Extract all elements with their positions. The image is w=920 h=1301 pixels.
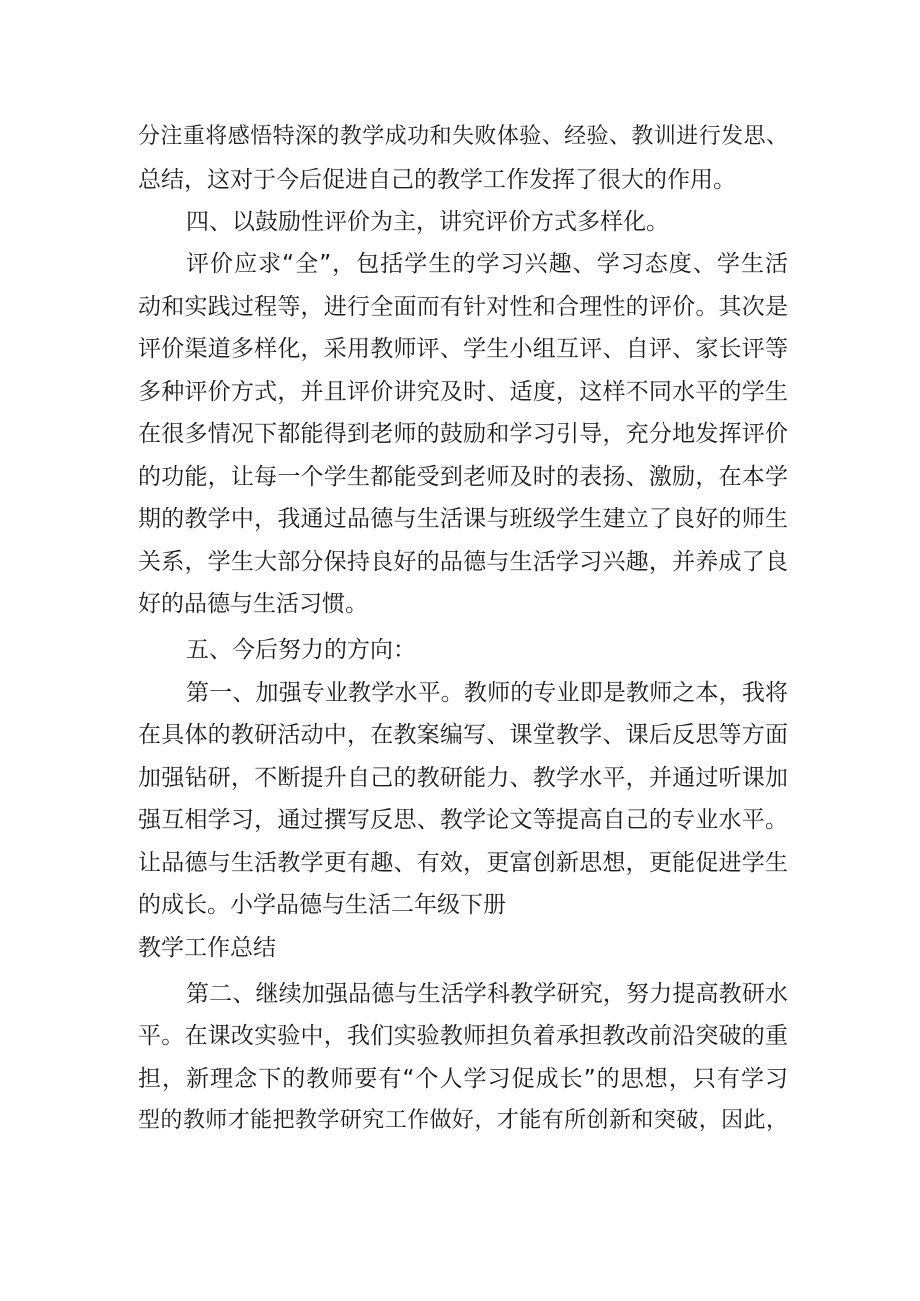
body-text-line: 平。在课改实验中，我们实验教师担负着承担教改前沿突破的重 bbox=[138, 1023, 788, 1049]
body-text-line: 评价应求“全”，包括学生的学习兴趣、学习态度、学生活 bbox=[186, 251, 788, 277]
section-heading: 四、以鼓励性评价为主，讲究评价方式多样化。 bbox=[186, 209, 669, 235]
body-text-line: 总结，这对于今后促进自己的教学工作发挥了很大的作用。 bbox=[138, 167, 736, 193]
body-text-line: 型的教师才能把教学研究工作做好，才能有所创新和突破，因此， bbox=[138, 1108, 788, 1133]
body-text-line: 评价渠道多样化，采用教师评、学生小组互评、自评、家长评等 bbox=[138, 336, 788, 362]
body-text-line: 好的品德与生活习惯。 bbox=[138, 591, 368, 617]
body-text-line: 动和实践过程等，进行全面而有针对性和合理性的评价。其次是 bbox=[138, 294, 788, 320]
body-text-line: 期的教学中，我通过品德与生活课与班级学生建立了良好的师生 bbox=[138, 506, 788, 532]
body-text-line: 担，新理念下的教师要有“个人学习促成长”的思想，只有学习 bbox=[138, 1066, 788, 1092]
body-text-line: 加强钻研，不断提升自己的教研能力、教学水平，并通过听课加 bbox=[138, 765, 788, 791]
body-text-line: 教学工作总结 bbox=[138, 935, 276, 961]
body-text-line: 第二、继续加强品德与生活学科教学研究，努力提高教研水 bbox=[186, 981, 788, 1007]
body-text-line: 强互相学习，通过撰写反思、教学论文等提高自己的专业水平。 bbox=[138, 807, 788, 833]
body-text-line: 让品德与生活教学更有趣、有效，更富创新思想，更能促进学生 bbox=[138, 850, 788, 876]
body-text-line: 的功能，让每一个学生都能受到老师及时的表扬、激励，在本学 bbox=[138, 464, 788, 490]
body-text-line: 关系，学生大部分保持良好的品德与生活学习兴趣，并养成了良 bbox=[138, 549, 788, 575]
body-text-line: 在具体的教研活动中，在教案编写、课堂教学、课后反思等方面 bbox=[138, 722, 788, 748]
body-text-line: 多种评价方式，并且评价讲究及时、适度，这样不同水平的学生 bbox=[138, 379, 788, 405]
body-text-line: 在很多情况下都能得到老师的鼓励和学习引导，充分地发挥评价 bbox=[138, 421, 788, 447]
body-text-line: 第一、加强专业教学水平。教师的专业即是教师之本，我将 bbox=[186, 680, 788, 706]
body-text-line: 分注重将感悟特深的教学成功和失败体验、经验、教训进行发思、 bbox=[138, 124, 788, 149]
section-heading: 五、今后努力的方向： bbox=[186, 637, 416, 663]
body-text-line: 的成长。小学品德与生活二年级下册 bbox=[138, 892, 506, 918]
